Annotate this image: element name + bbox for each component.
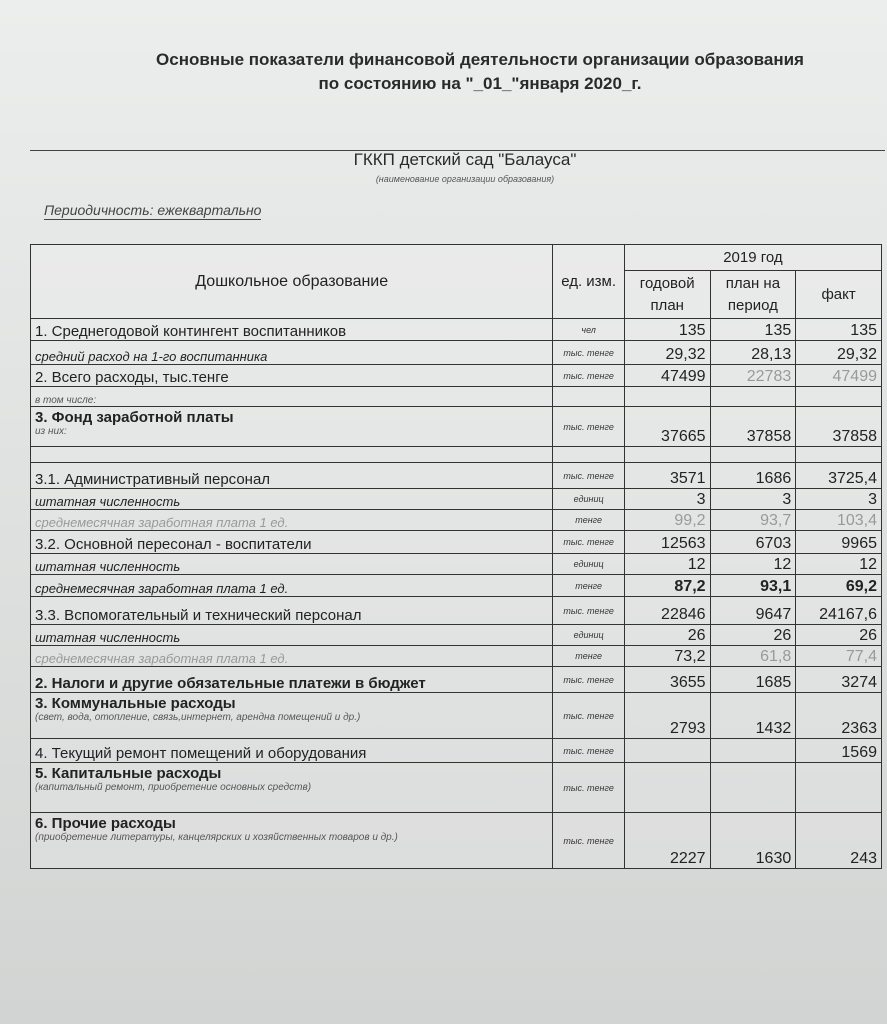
title-line-2: по состоянию на "_01_"января 2020_г. [318, 74, 642, 93]
org-name: ГККП детский сад "Балауса" [353, 150, 577, 169]
row-unit: тыс. тенге [553, 463, 624, 489]
row-label: 3.3. Вспомогательный и технический персонал [31, 597, 553, 625]
row-fact: 3 [796, 489, 882, 510]
row-unit: тыс. тенге [553, 739, 624, 763]
row-annual: 2227 [624, 813, 710, 869]
row-unit: тыс. тенге [553, 693, 624, 739]
row-period: 1630 [710, 813, 796, 869]
row-label: штатная численность [31, 625, 553, 646]
row-period: 1685 [710, 667, 796, 693]
table-row [31, 319, 882, 341]
row-unit: тыс. тенге [553, 813, 624, 869]
row-period [710, 447, 796, 463]
row-period: 22783 [710, 365, 796, 387]
row-label: 2. Налоги и другие обязательные платежи в бюджет [31, 667, 553, 693]
row-label: среднемесячная заработная плата 1 ед. [31, 646, 553, 667]
periodicity: Периодичность: ежеквартально [44, 202, 262, 218]
table-row [31, 693, 882, 739]
row-label: в том числе: [31, 387, 553, 407]
row-label: 2. Всего расходы, тыс.тенге [31, 365, 553, 387]
row-annual: 26 [624, 625, 710, 646]
row-unit: тыс. тенге [553, 597, 624, 625]
row-label: 3. Коммунальные расходы [35, 695, 236, 712]
org-caption: (наименование организации образования) [375, 174, 555, 184]
table-row [31, 463, 882, 489]
table-row [31, 739, 882, 763]
row-fact: 47499 [796, 365, 882, 387]
table-row [31, 597, 882, 625]
row-annual: 135 [624, 319, 710, 341]
table-row [31, 625, 882, 646]
row-annual: 87,2 [624, 575, 710, 597]
row-unit: тыс. тенге [553, 667, 624, 693]
row-period: 6703 [710, 531, 796, 554]
financial-table [30, 244, 882, 869]
row-unit: тыс. тенге [553, 365, 624, 387]
row-annual: 29,32 [624, 341, 710, 365]
table-row [31, 646, 882, 667]
table-row [31, 447, 882, 463]
table-row [31, 341, 882, 365]
table-row [31, 510, 882, 531]
row-unit: единиц [553, 625, 624, 646]
row-period: 9647 [710, 597, 796, 625]
row-label: штатная численность [31, 554, 553, 575]
row-unit: чел [553, 319, 624, 341]
col-header-year: 2019 год [624, 245, 881, 271]
row-annual: 47499 [624, 365, 710, 387]
row-label: среднемесячная заработная плата 1 ед. [31, 575, 553, 597]
table-row [31, 387, 882, 407]
row-annual [624, 739, 710, 763]
row-label: 3.1. Административный персонал [31, 463, 553, 489]
row-period [710, 387, 796, 407]
col-header-annual: годовой план [624, 271, 710, 319]
row-fact: 103,4 [796, 510, 882, 531]
row-fact: 3725,4 [796, 463, 882, 489]
row-period: 28,13 [710, 341, 796, 365]
row-sublabel: (приобретение литературы, канцелярских и хозяйственных товаров и др.) [35, 832, 398, 843]
row-period [710, 763, 796, 813]
row-annual: 3571 [624, 463, 710, 489]
row-fact: 2363 [796, 693, 882, 739]
row-fact: 1569 [796, 739, 882, 763]
row-label: 3.2. Основной пересонал - воспитатели [31, 531, 553, 554]
row-sublabel: (свет, вода, отопление, связь,интернет, арендна помещений и др.) [35, 712, 361, 723]
row-label: 1. Среднегодовой контингент воспитанников [31, 319, 553, 341]
table-row [31, 489, 882, 510]
row-period: 61,8 [710, 646, 796, 667]
row-period: 1432 [710, 693, 796, 739]
row-period: 37858 [710, 407, 796, 447]
row-period: 3 [710, 489, 796, 510]
row-period: 26 [710, 625, 796, 646]
table-row [31, 531, 882, 554]
row-label-cell [31, 407, 553, 447]
title-line-1: Основные показатели финансовой деятельности организации образования [156, 50, 804, 69]
row-annual [624, 387, 710, 407]
row-fact: 243 [796, 813, 882, 869]
col-header-fact: факт [796, 271, 882, 319]
table-row [31, 763, 882, 813]
table-row [31, 667, 882, 693]
row-fact: 135 [796, 319, 882, 341]
table-row [31, 554, 882, 575]
row-label: 6. Прочие расходы [35, 815, 176, 832]
row-label [31, 447, 553, 463]
row-period: 1686 [710, 463, 796, 489]
row-annual: 3655 [624, 667, 710, 693]
row-unit: тыс. тенге [553, 531, 624, 554]
row-label-cell [31, 693, 553, 739]
row-label: штатная численность [31, 489, 553, 510]
table-row [31, 575, 882, 597]
row-fact [796, 387, 882, 407]
row-fact: 3274 [796, 667, 882, 693]
row-sublabel: (капитальный ремонт, приобретение основных средств) [35, 782, 312, 793]
row-period [710, 739, 796, 763]
row-fact: 24167,6 [796, 597, 882, 625]
row-annual: 3 [624, 489, 710, 510]
row-unit: единиц [553, 554, 624, 575]
row-label: средний расход на 1-го воспитанника [31, 341, 553, 365]
row-period: 93,7 [710, 510, 796, 531]
row-fact [796, 447, 882, 463]
row-unit: тыс. тенге [553, 407, 624, 447]
row-label: среднемесячная заработная плата 1 ед. [31, 510, 553, 531]
row-label-cell [31, 813, 553, 869]
row-fact: 69,2 [796, 575, 882, 597]
row-period: 93,1 [710, 575, 796, 597]
row-annual: 73,2 [624, 646, 710, 667]
row-annual: 37665 [624, 407, 710, 447]
document-title [120, 48, 840, 96]
row-annual [624, 447, 710, 463]
row-label: 5. Капитальные расходы [35, 765, 222, 782]
row-fact: 77,4 [796, 646, 882, 667]
row-unit: тенге [553, 646, 624, 667]
row-label: 3. Фонд заработной платы [35, 409, 234, 426]
col-header-unit: ед. изм. [553, 245, 624, 319]
row-annual: 12563 [624, 531, 710, 554]
row-annual: 12 [624, 554, 710, 575]
row-annual [624, 763, 710, 813]
table-row [31, 365, 882, 387]
row-annual: 2793 [624, 693, 710, 739]
row-label: 4. Текущий ремонт помещений и оборудования [31, 739, 553, 763]
col-header-period: план на период [710, 271, 796, 319]
row-fact: 9965 [796, 531, 882, 554]
row-fact: 37858 [796, 407, 882, 447]
table-row [31, 813, 882, 869]
row-unit: тенге [553, 575, 624, 597]
table-row [31, 407, 882, 447]
row-label-cell [31, 763, 553, 813]
row-fact: 12 [796, 554, 882, 575]
row-unit [553, 387, 624, 407]
row-annual: 22846 [624, 597, 710, 625]
row-unit: тыс. тенге [553, 763, 624, 813]
row-fact: 26 [796, 625, 882, 646]
col-header-label: Дошкольное образование [31, 245, 553, 319]
row-annual: 99,2 [624, 510, 710, 531]
row-unit: тенге [553, 510, 624, 531]
row-fact: 29,32 [796, 341, 882, 365]
row-unit: единиц [553, 489, 624, 510]
row-period: 135 [710, 319, 796, 341]
row-sublabel: из них: [35, 426, 67, 437]
row-period: 12 [710, 554, 796, 575]
row-fact [796, 763, 882, 813]
row-unit: тыс. тенге [553, 341, 624, 365]
row-unit [553, 447, 624, 463]
